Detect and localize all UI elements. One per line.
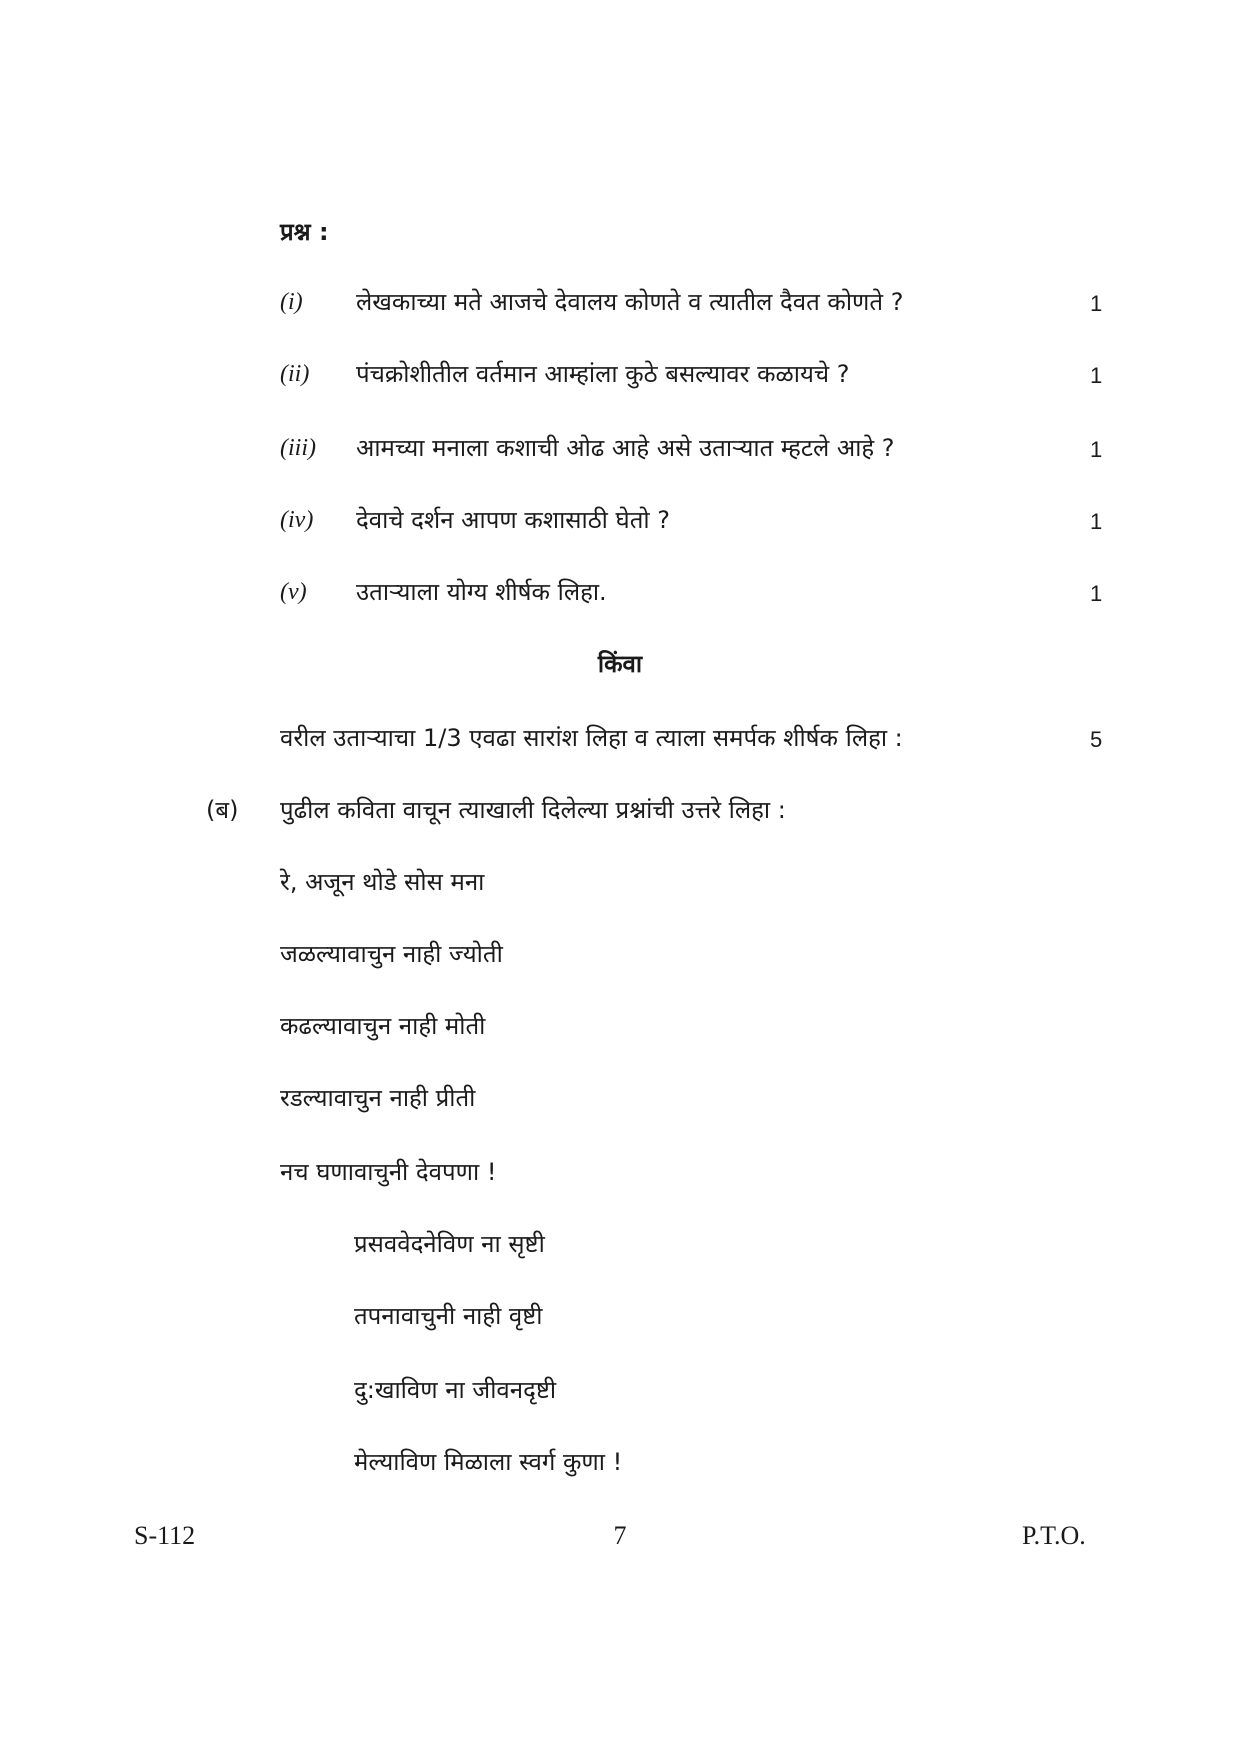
summary-text: वरील उताऱ्याचा 1/3 एवढा सारांश लिहा व त्याला समर्पक शीर्षक लिहा : [280, 724, 903, 752]
poem-line: नच घणावाचुनी देवपणा ! [280, 1158, 497, 1186]
summary-marks: 5 [1090, 727, 1103, 752]
question-number: (iv) [280, 507, 314, 533]
question-text: उताऱ्याला योग्य शीर्षक लिहा. [356, 578, 607, 606]
question-marks: 1 [1090, 509, 1103, 534]
question-number: (iii) [280, 435, 316, 461]
pto-label: P.T.O. [1022, 1521, 1086, 1550]
question-number: (v) [280, 579, 307, 605]
question-marks: 1 [1090, 437, 1103, 462]
question-number: (i) [280, 289, 303, 315]
poem-line: दु:खाविण ना जीवनदृष्टी [354, 1376, 557, 1404]
poem-line: मेल्याविण मिळाला स्वर्ग कुणा ! [354, 1448, 623, 1476]
section-b-label: (ब) [206, 796, 239, 824]
poem-line: प्रसववेदनेविण ना सृष्टी [354, 1230, 545, 1258]
poem-line: जळल्यावाचुन नाही ज्योती [280, 940, 503, 968]
question-marks: 1 [1090, 291, 1103, 316]
question-heading: प्रश्न : [280, 218, 329, 246]
question-marks: 1 [1090, 363, 1103, 388]
poem-line: रडल्यावाचुन नाही प्रीती [280, 1084, 476, 1112]
question-number: (ii) [280, 361, 310, 387]
page-number: 7 [613, 1521, 627, 1550]
poem-line: रे, अजून थोडे सोस मना [280, 868, 485, 896]
paper-code: S-112 [134, 1521, 196, 1550]
section-b-instruction: पुढील कविता वाचून त्याखाली दिलेल्या प्रश्नांची उत्तरे लिहा : [280, 796, 786, 824]
question-text: पंचक्रोशीतील वर्तमान आम्हांला कुठे बसल्यावर कळायचे ? [356, 360, 850, 388]
poem-line: तपनावाचुनी नाही वृष्टी [354, 1302, 543, 1330]
or-separator: किंवा [597, 650, 643, 678]
question-marks: 1 [1090, 581, 1103, 606]
poem-line: कढल्यावाचुन नाही मोती [280, 1012, 486, 1040]
question-text: देवाचे दर्शन आपण कशासाठी घेतो ? [356, 506, 670, 534]
question-text: आमच्या मनाला कशाची ओढ आहे असे उताऱ्यात म्हटले आहे ? [356, 434, 895, 462]
question-text: लेखकाच्या मते आजचे देवालय कोणते व त्यातील दैवत कोणते ? [356, 288, 904, 316]
